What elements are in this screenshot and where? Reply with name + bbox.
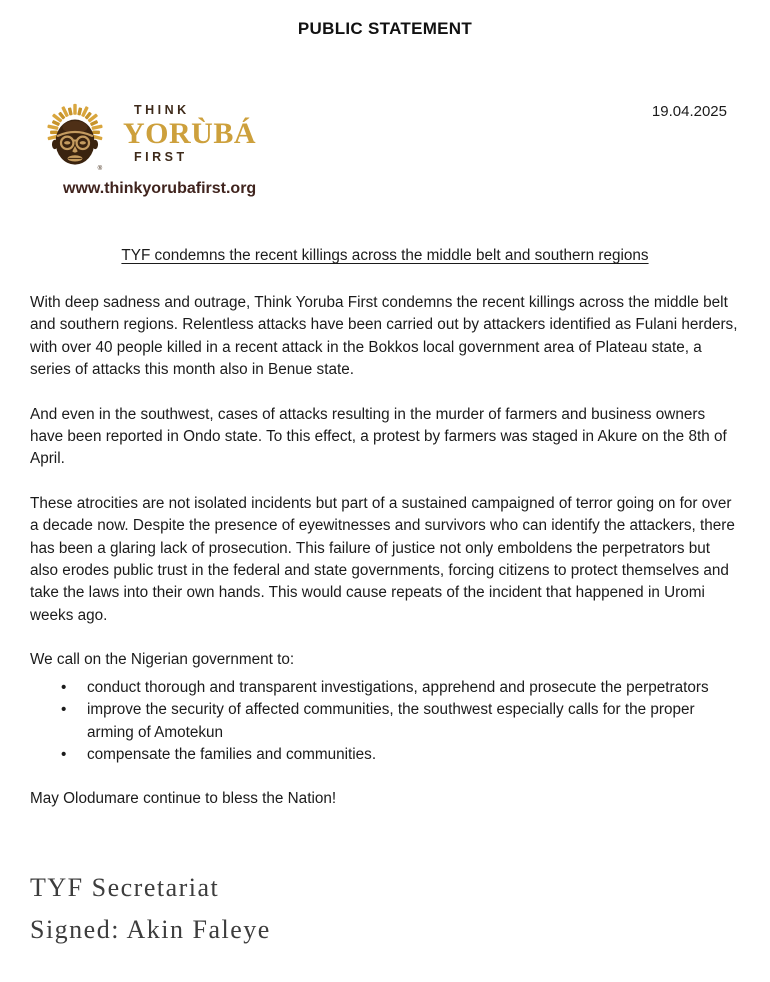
logo-word-yoruba: YORÙBÁ xyxy=(123,116,257,150)
statement-body xyxy=(0,292,770,811)
paragraph-2: And even in the southwest, cases of attacks resulting in the murder of farmers and business owners have been reported in Ondo state. To this effect, a protest by farmers was staged in Akure on the 8th of April. xyxy=(30,405,727,468)
demands-list xyxy=(30,677,741,767)
website-url: www.thinkyorubafirst.org xyxy=(63,180,257,197)
list-item: • conduct thorough and transparent investigations, apprehend and prosecute the perpetrators xyxy=(87,677,741,699)
paragraph-3: These atrocities are not isolated incidents but part of a sustained campaigned of terror going on for over a decade now. Despite the presence of eyewitnesses and survivors who can identify the attackers, there has been a glaring lack of prosecution. This failure of justice not only emboldens the perpetrators but also erodes public trust in the federal and state governments, forcing citizens to protect themselves and take the laws into their own hands. This would cause repeats of the incident that happened in Uromi weeks ago. xyxy=(30,494,735,624)
logo-block xyxy=(36,93,256,198)
yoruba-face-sunburst-icon xyxy=(36,93,114,174)
signature-org: TYF Secretariat xyxy=(30,872,220,902)
demands-lead: We call on the Nigerian government to: xyxy=(30,651,295,669)
registered-trademark-glyph: ® xyxy=(97,165,103,173)
closing-line: May Olodumare continue to bless the Nation! xyxy=(30,790,337,808)
list-item: • compensate the families and communities. xyxy=(87,744,741,766)
statement-heading: TYF condemns the recent killings across the middle belt and southern regions xyxy=(121,247,649,264)
list-item: • improve the security of affected communities, the southwest especially calls for the proper arming of Amotekun xyxy=(87,699,741,744)
document-date: 19.04.2025 xyxy=(651,103,727,120)
logo-word-first: FIRST xyxy=(134,149,188,164)
logo-wordmark xyxy=(123,103,256,165)
paragraph-1: With deep sadness and outrage, Think Yoruba First condemns the recent killings across the middle belt and southern regions. Relentless attacks have been carried out by attackers identified as Fulani herders, with over 40 people killed in a recent attack in the Bokkos local government area of Plateau state, a series of attacks this month also in Benue state. xyxy=(30,294,738,379)
tyf-logo xyxy=(36,93,256,174)
signature-block xyxy=(30,867,770,951)
document-title: PUBLIC STATEMENT xyxy=(297,19,473,38)
document-header xyxy=(0,93,770,198)
logo-word-think: THINK xyxy=(134,102,190,117)
signature-name: Signed: Akin Faleye xyxy=(30,914,271,944)
